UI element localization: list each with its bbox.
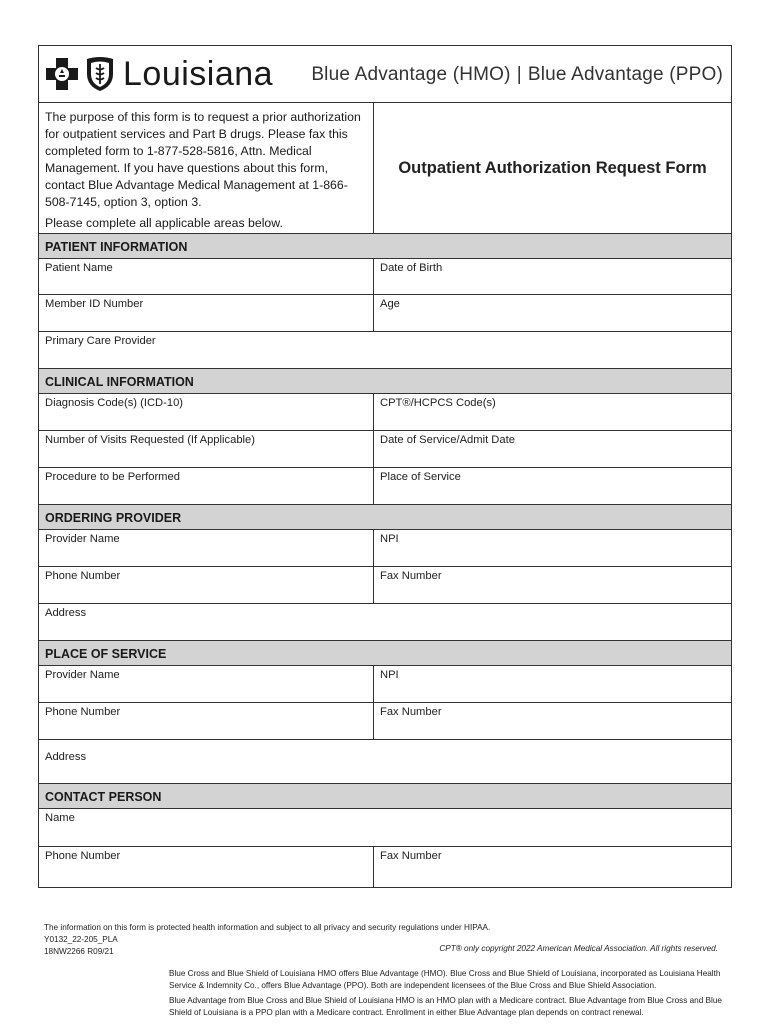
logo-wordmark: Louisiana <box>123 55 274 93</box>
place-of-service-field[interactable]: Place of Service <box>380 471 461 483</box>
age-field[interactable]: Age <box>380 298 400 310</box>
form-row <box>39 809 731 847</box>
legal-notice-2: Blue Advantage from Blue Cross and Blue Shield of Louisiana HMO is an HMO plan with a Medicare contract. Blue Advantage from Blue Cross and Blue Shield of Louisiana is a PPO plan with a Medicare contract. Enrollment in either Blue Advantage plan depends on contract renewal. <box>169 996 722 1017</box>
section-clinical-information: CLINICAL INFORMATION <box>39 369 731 394</box>
ordering-npi-field[interactable]: NPI <box>380 533 399 545</box>
legal-notice-1: Blue Cross and Blue Shield of Louisiana HMO offers Blue Advantage (HMO). Blue Cross and Blue Shield of Louisiana, incorporated as Louisiana Health Service & Indemnity Co., offers Blue Advantage (PPO). Both are independent licensees of the Blue Cross and Blue Shield Association. <box>169 969 721 990</box>
form-id: Y0132_22-205_PLA <box>44 935 118 944</box>
service-provider-name-field[interactable]: Provider Name <box>39 666 374 702</box>
authorization-form <box>38 45 732 888</box>
date-of-birth-field[interactable]: Date of Birth <box>380 262 443 274</box>
diagnosis-codes-field[interactable]: Diagnosis Code(s) (ICD-10) <box>39 394 374 430</box>
form-code: 18NW2266 R09/21 <box>44 947 114 956</box>
ordering-phone-field[interactable]: Phone Number <box>39 567 374 603</box>
service-address-field[interactable]: Address <box>45 751 87 763</box>
primary-care-provider-field[interactable]: Primary Care Provider <box>45 335 156 347</box>
form-row <box>39 295 731 332</box>
instructions <box>39 103 374 233</box>
contact-fax-field[interactable]: Fax Number <box>380 850 442 862</box>
form-row <box>39 847 731 887</box>
complete-instruction: Please complete all applicable areas below. <box>45 216 283 230</box>
bcbs-logo <box>45 54 273 94</box>
form-row <box>39 468 731 505</box>
footer-ids <box>44 922 724 958</box>
form-row <box>39 703 731 740</box>
contact-name-field[interactable]: Name <box>45 812 75 824</box>
form-row <box>39 259 731 295</box>
section-patient-information: PATIENT INFORMATION <box>39 234 731 259</box>
legal-notices <box>169 968 724 1019</box>
blue-shield-icon <box>85 56 115 92</box>
service-npi-field[interactable]: NPI <box>380 669 399 681</box>
section-ordering-provider: ORDERING PROVIDER <box>39 505 731 530</box>
service-phone-field[interactable]: Phone Number <box>39 703 374 739</box>
plan-names <box>311 64 723 86</box>
blue-cross-icon <box>45 57 79 91</box>
plan-hmo: Blue Advantage (HMO) <box>311 64 511 85</box>
footer <box>44 922 724 1022</box>
hipaa-notice: The information on this form is protected health information and subject to all privacy and security regulations under HIPAA. <box>44 923 491 932</box>
contact-phone-field[interactable]: Phone Number <box>39 847 374 887</box>
ordering-address-field[interactable]: Address <box>45 607 87 619</box>
form-header <box>39 46 731 103</box>
form-title: Outpatient Authorization Request Form <box>398 158 707 177</box>
intro-section <box>39 103 731 234</box>
ordering-fax-field[interactable]: Fax Number <box>380 570 442 582</box>
service-fax-field[interactable]: Fax Number <box>380 706 442 718</box>
patient-name-field[interactable]: Patient Name <box>39 259 374 294</box>
title-cell <box>374 103 731 233</box>
form-row <box>39 604 731 641</box>
form-row <box>39 666 731 703</box>
date-of-service-field[interactable]: Date of Service/Admit Date <box>380 434 515 446</box>
section-place-of-service: PLACE OF SERVICE <box>39 641 731 666</box>
plan-ppo: Blue Advantage (PPO) <box>527 64 723 85</box>
visits-requested-field[interactable]: Number of Visits Requested (If Applicable) <box>39 431 374 467</box>
form-row <box>39 394 731 431</box>
cpt-copyright: CPT® only copyright 2022 American Medical Association. All rights reserved. <box>439 944 718 953</box>
form-row <box>39 332 731 369</box>
member-id-field[interactable]: Member ID Number <box>39 295 374 331</box>
section-contact-person: CONTACT PERSON <box>39 784 731 809</box>
cpt-hcpcs-field[interactable]: CPT®/HCPCS Code(s) <box>380 397 496 409</box>
form-row <box>39 740 731 784</box>
form-row <box>39 431 731 468</box>
form-row <box>39 567 731 604</box>
purpose-text: The purpose of this form is to request a prior authorization for outpatient services and Part B drugs. Please fax this completed form to 1-877-528-5816, Attn. Medical Management. If you have questions about this form, contact Blue Advantage Medical Management at 1-866-508-7145, option 3, option 3. <box>45 110 361 209</box>
ordering-provider-name-field[interactable]: Provider Name <box>39 530 374 566</box>
form-row <box>39 530 731 567</box>
procedure-field[interactable]: Procedure to be Performed <box>39 468 374 504</box>
plan-separator: | <box>516 64 522 85</box>
